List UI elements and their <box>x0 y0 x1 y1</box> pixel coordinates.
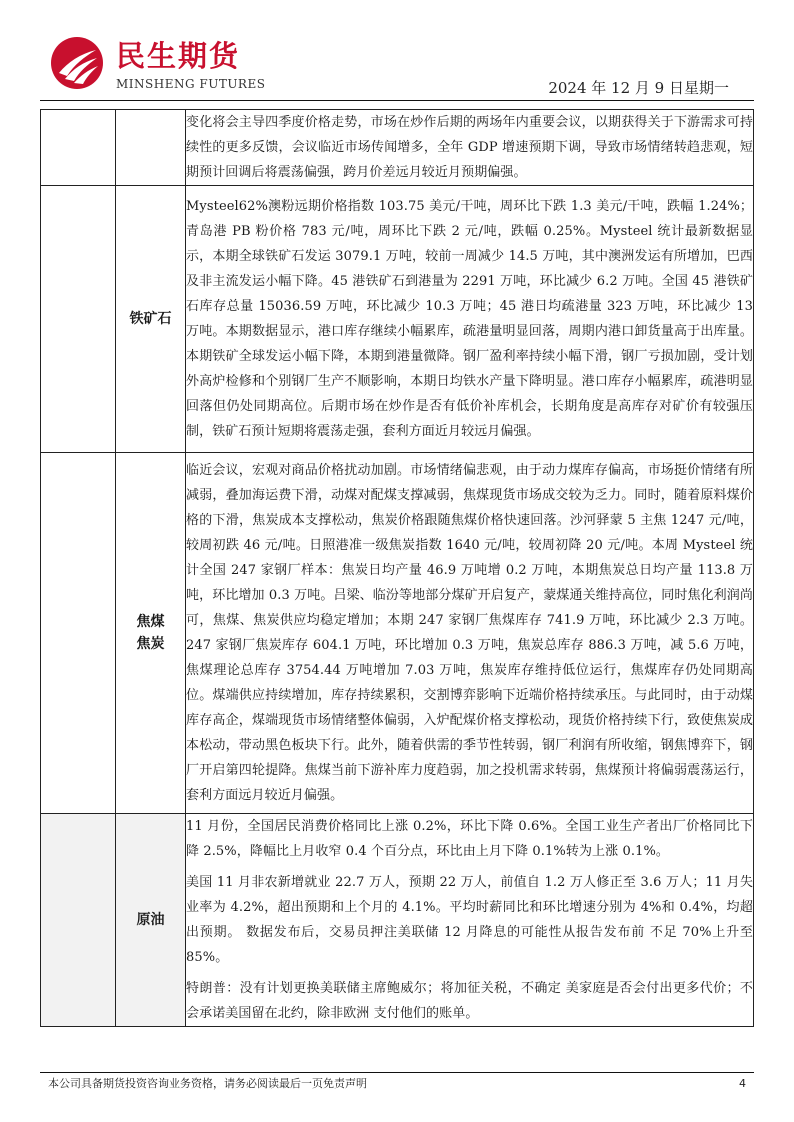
page-header <box>0 0 794 105</box>
brand-name-cn: 民生期货 <box>116 39 241 73</box>
brand-name-en: MINSHENG FUTURES <box>116 77 266 91</box>
footer-divider <box>40 1072 754 1073</box>
report-date: 2024 年 12 月 9 日星期一 <box>548 79 729 97</box>
sector-cell <box>41 110 116 186</box>
content-cell <box>186 186 754 453</box>
sector-cell <box>41 186 116 453</box>
table-row <box>41 453 754 814</box>
content-cell <box>186 110 754 186</box>
table-row <box>41 186 754 453</box>
row-paragraph: Mysteel62%澳粉远期价格指数 103.75 美元/干吨，周环比下跌 1.3 美元/干吨，跌幅 1.24%；青岛港 PB 粉价格 783 元/吨，周环比下跌 2 元/吨，跌幅 0.25%。Mysteel 统计最新数据显示，本期全球铁矿石发运 3079.1 万吨，较前一周减少 14.5 万吨，其中澳洲发运有所增加，巴西及非主流发运小幅下降。45 港铁矿石到港量为 2291 万吨，环比减少 6.2 万吨。全国 45 港铁矿石库存总量 15036.59 万吨，环比减少 10.3 万吨；45 港日均疏港量 323 万吨，环比减少 13 万吨。本期数据显示，港口库存继续小幅累库，疏港量明显回落，周期内港口卸货量高于出库量。本期铁矿全球发运小幅下降，本期到港量微降。钢厂盈利率持续小幅下滑，钢厂亏损加剧，受计划外高炉检修和个别钢厂生产不顺影响，本期日均铁水产量下降明显。港口库存小幅累库，疏港明显回落但仍处同期高位。后期市场在炒作是否有低价补库机会，长期角度是高库存对矿价有较强压制，铁矿石预计短期将震荡走强，套利方面近月较远月偏强。 <box>186 199 753 439</box>
sector-cell <box>41 453 116 814</box>
table-row <box>41 110 754 186</box>
category-cell: 铁矿石 <box>116 186 186 453</box>
sector-cell <box>41 814 116 1027</box>
row-paragraph: 变化将会主导四季度价格走势，市场在炒作后期的两场年内重要会议，以期获得关于下游需求可持续性的更多反馈，会议临近市场传闻增多，全年 GDP 增速预期下调，导致市场情绪转趋悲观，短期预计回调后将震荡偏强，跨月价差远月较近月预期偏强。 <box>186 115 753 180</box>
row-paragraph: 特朗普：没有计划更换美联储主席鲍威尔；将加征关税，不确定 美家庭是否会付出更多代价；不会承诺美国留在北约，除非欧洲 支付他们的账单。 <box>186 981 753 1021</box>
content-cell <box>186 453 754 814</box>
row-paragraph: 临近会议，宏观对商品价格扰动加剧。市场情绪偏悲观，由于动力煤库存偏高，市场挺价情绪有所减弱，叠加海运费下滑，动煤对配煤支撑减弱，焦煤现货市场成交较为乏力。同时，随着原料煤价格的下滑，焦炭成本支撑松动，焦炭价格跟随焦煤价格快速回落。沙河驿蒙 5 主焦 1247 元/吨，较周初跌 46 元/吨。日照港准一级焦炭指数 1640 元/吨，较周初降 20 元/吨。本周 Mysteel 统计全国 247 家钢厂样本：焦炭日均产量 46.9 万吨增 0.2 万吨，本期焦炭总日均产量 113.8 万吨，环比增加 0.3 万吨。吕梁、临汾等地部分煤矿开启复产，蒙煤通关维持高位，同时焦化利润尚可，焦煤、焦炭供应均稳定增加；本期 247 家钢厂焦煤库存 741.9 万吨，环比减少 2.3 万吨。247 家钢厂焦炭库存 604.1 万吨，环比增加 0.3 万吨，焦炭总库存 886.3 万吨，减 5.6 万吨，焦煤理论总库存 3754.44 万吨增加 7.03 万吨，焦炭库存维持低位运行，焦煤库存仍处同期高位。煤端供应持续增加，库存持续累积，交割博弈影响下近端价格持续承压。与此同时，由于动煤库存高企，煤端现货市场情绪整体偏弱，入炉配煤价格支撑松动，现货价格持续下行，致使焦炭成本松动，带动黑色板块下行。此外，随着供需的季节性转弱，钢厂利润有所收缩，钢焦博弈下，钢厂开启第四轮提降。焦煤当前下游补库力度趋弱，加之投机需求转弱，焦煤预计将偏弱震荡运行，套利方面远月较近月偏强。 <box>186 463 753 803</box>
category-cell: 原油 <box>116 814 186 1027</box>
commodity-table <box>40 109 754 1027</box>
footer-disclaimer: 本公司具备期货投资咨询业务资格，请务必阅读最后一页免责声明 <box>48 1077 367 1090</box>
minsheng-logo-icon <box>50 36 104 90</box>
row-paragraph: 美国 11 月非农新增就业 22.7 万人，预期 22 万人，前值自 1.2 万人修正至 3.6 万人；11 月失业率为 4.2%，超出预期和上个月的 4.1%。平均时薪同比和环比增速分别为 4%和 0.4%，均超出预期。 数据发布后，交易员押注美联储 12 月降息的可能性从报告发布前 不足 70%上升至 85%。 <box>186 875 753 965</box>
header-divider <box>40 100 754 101</box>
page-number: 4 <box>739 1077 746 1090</box>
category-cell: 焦煤 焦炭 <box>116 453 186 814</box>
row-paragraph: 11 月份，全国居民消费价格同比上涨 0.2%，环比下降 0.6%。全国工业生产者出厂价格同比下降 2.5%，降幅比上月收窄 0.4 个百分点，环比由上月下降 0.1%转为上涨 0.1%。 <box>186 819 753 859</box>
table-row <box>41 814 754 1027</box>
content-cell <box>186 814 754 1027</box>
category-cell <box>116 110 186 186</box>
